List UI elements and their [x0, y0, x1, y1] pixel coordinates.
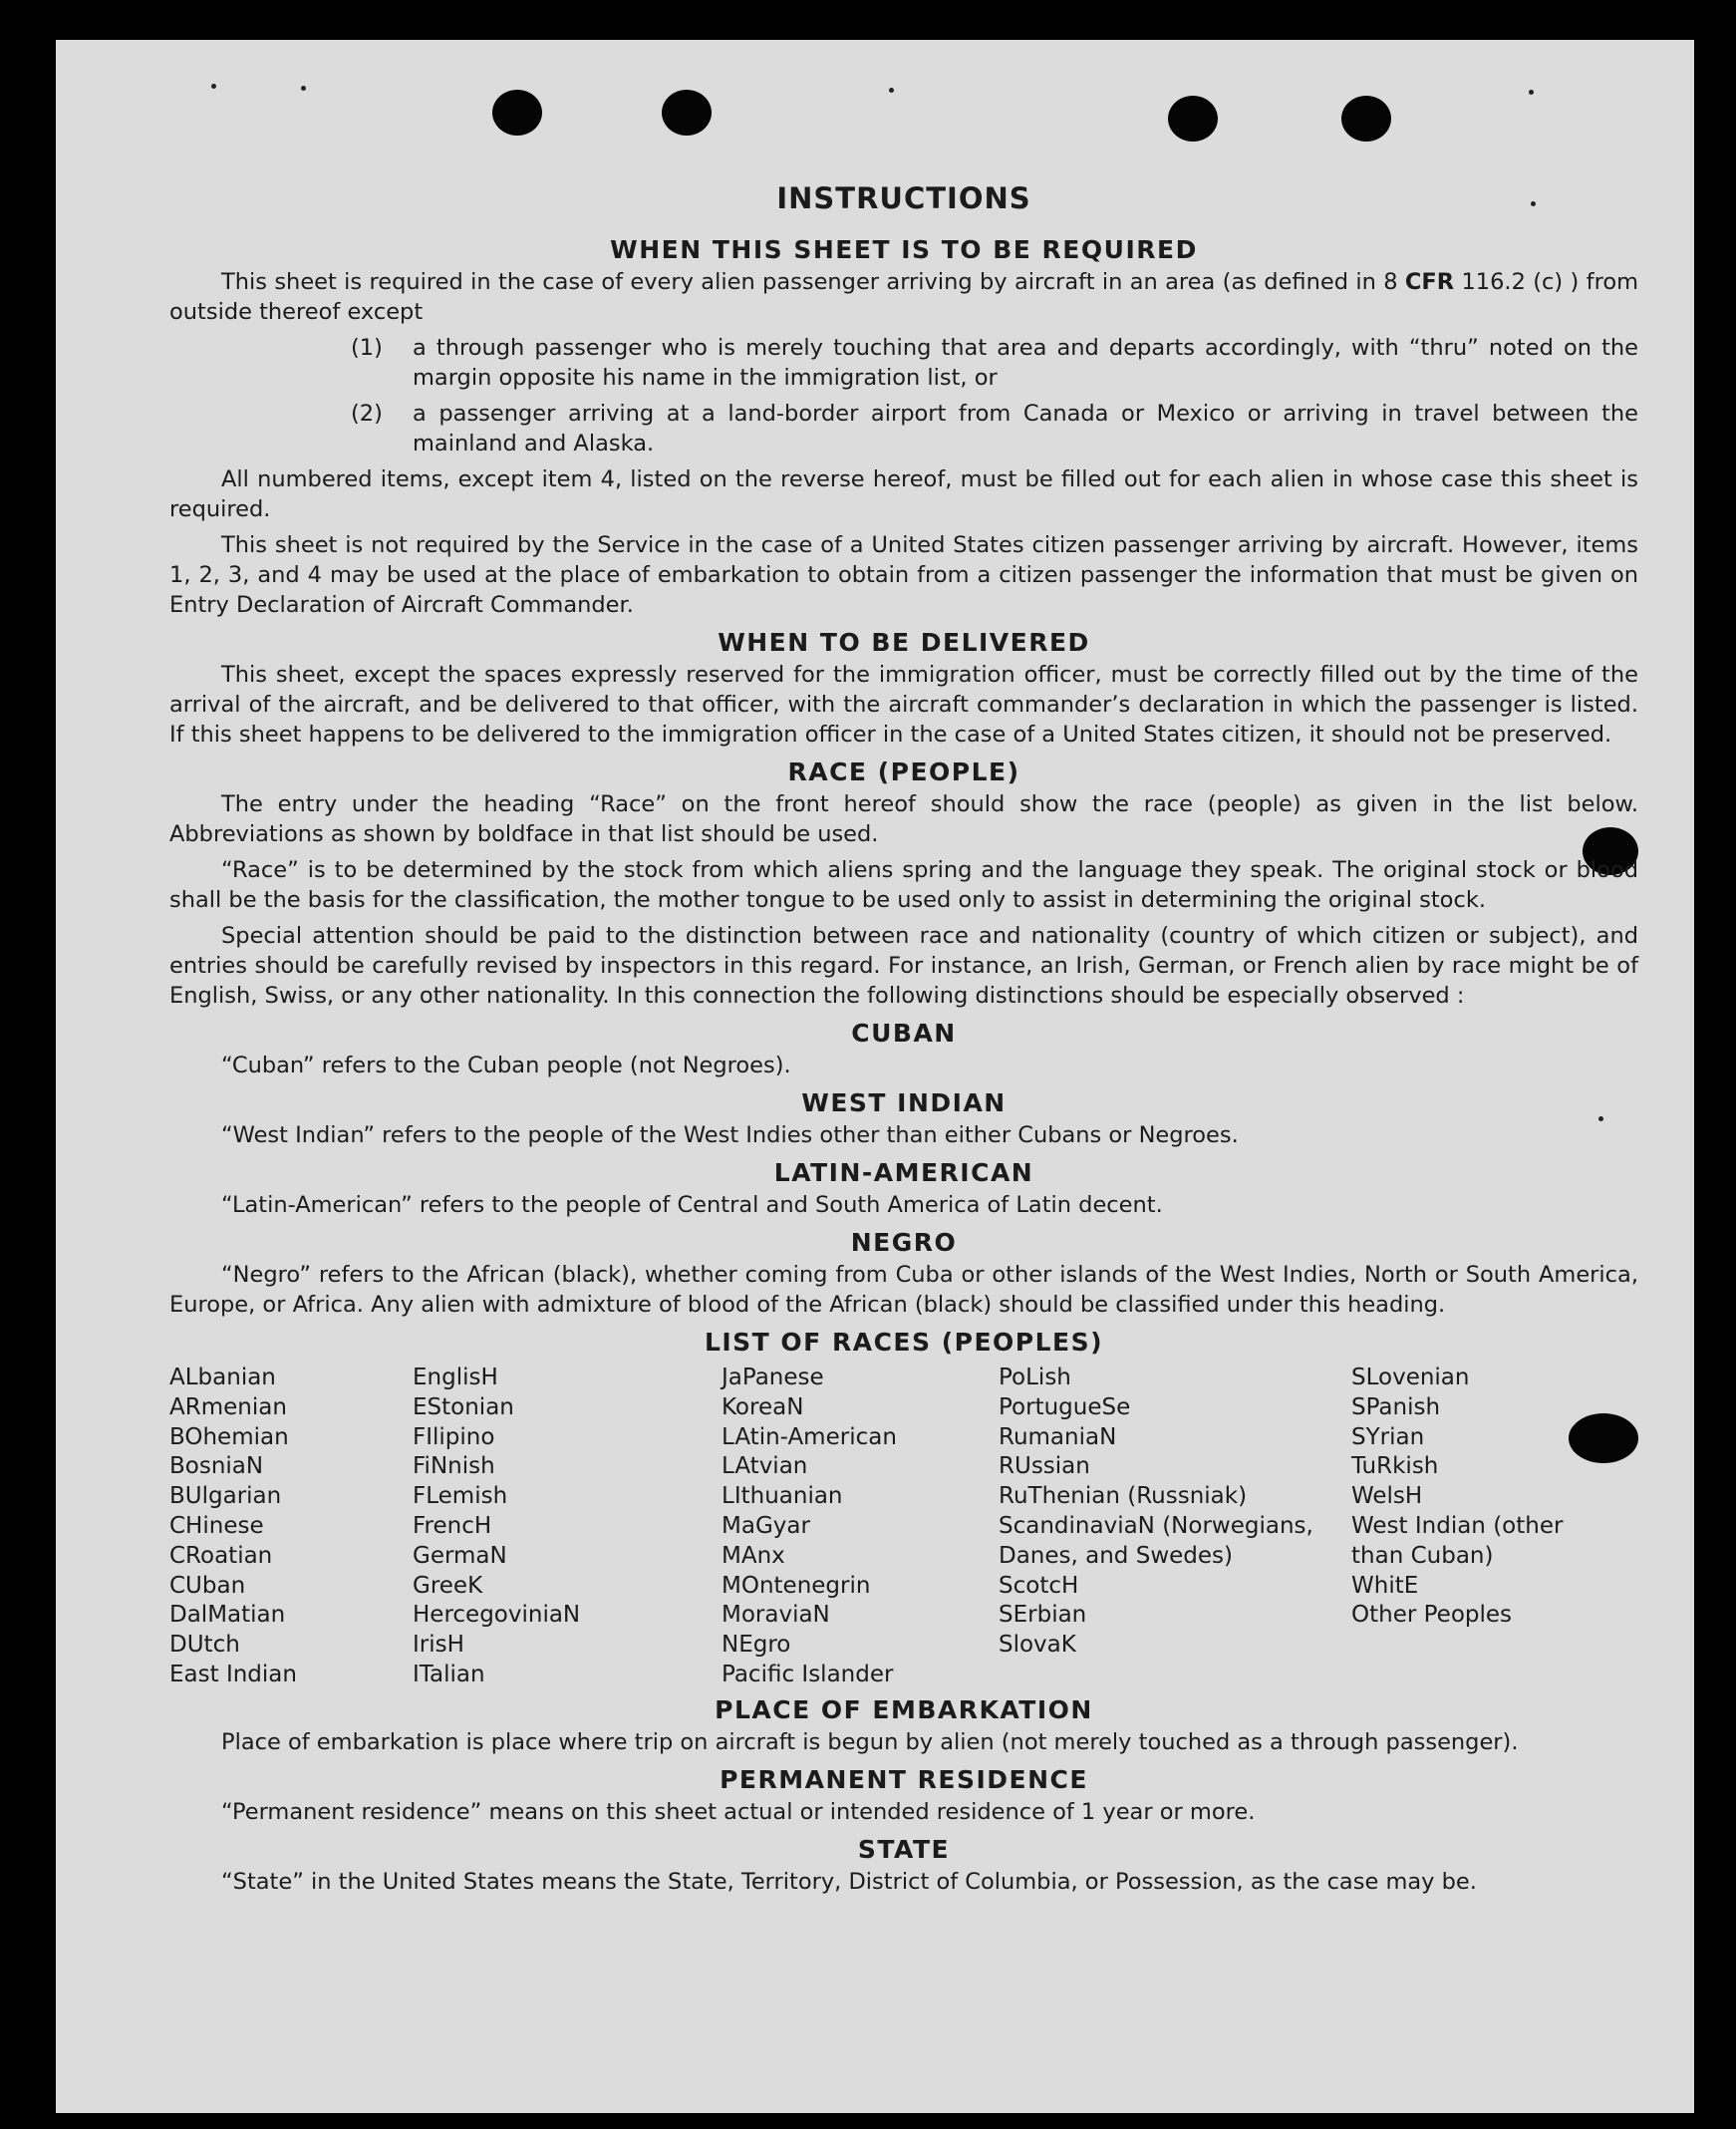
race-item: LIthuanian [722, 1483, 843, 1510]
race-item: FIlipino [413, 1423, 495, 1450]
heading-cuban: CUBAN [851, 1019, 957, 1048]
race-item: GermaN [413, 1542, 507, 1569]
text-required-a: This sheet is required in the case of every alien passenger arriving by aircraft in an area (as defined in 8 [221, 269, 1398, 295]
heading-when-required: WHEN THIS SHEET IS TO BE REQUIRED [610, 235, 1198, 264]
race-item: JaPanese [722, 1365, 824, 1390]
race-item: FiNnish [413, 1453, 495, 1480]
heading-west-indian: WEST INDIAN [801, 1088, 1007, 1117]
punch-hole-1 [492, 90, 542, 136]
race-item: SErbian [999, 1602, 1087, 1629]
race-item: HercegoviniaN [413, 1602, 581, 1629]
race-item: SLovenian [1351, 1365, 1470, 1390]
race-item: MOntenegrin [722, 1572, 871, 1599]
race-item: EStonian [413, 1393, 514, 1420]
heading-permanent-residence: PERMANENT RESIDENCE [720, 1765, 1088, 1794]
race-item: SlovaK [999, 1632, 1076, 1659]
race-item: ScandinaviaN (Norwegians, Danes, and Swedes) [999, 1512, 1313, 1569]
instructions-content [169, 173, 1638, 1903]
race-item: BUlgarian [169, 1483, 282, 1510]
heading-latin-american: LATIN-AMERICAN [773, 1158, 1034, 1187]
paragraph-race-entry: The entry under the heading “Race” on the front hereof should show the race (people) as given in the list below. Abbreviations as shown by boldface in that list should be used. [169, 791, 1638, 847]
heading-state: STATE [857, 1835, 951, 1864]
paragraph-race-nationality: Special attention should be paid to the distinction between race and nationality (country of which citizen or subject), and entries should be carefully revised by inspectors in this regard. For instance, an Irish, German, or French alien by race might be of English, Swiss, or any other nationality. In this connection the following distinctions should be especially observed : [169, 923, 1638, 1009]
heading-negro: NEGRO [850, 1228, 958, 1257]
race-item: KoreaN [722, 1393, 804, 1420]
heading-embarkation: PLACE OF EMBARKATION [715, 1695, 1093, 1724]
punch-hole-4 [1341, 96, 1391, 142]
paragraph-west-indian: “West Indian” refers to the people of the West Indies other than either Cubans or Negroes. [221, 1122, 1239, 1148]
race-item: WelsH [1351, 1483, 1423, 1510]
race-item: LAtin-American [722, 1423, 897, 1450]
race-item: PortugueSe [999, 1393, 1131, 1420]
speck [211, 84, 216, 89]
speck [1529, 90, 1534, 95]
races-column-2 [413, 1364, 652, 1690]
race-item: ITalian [413, 1661, 485, 1687]
race-item: MaGyar [722, 1512, 810, 1539]
exception-item-2 [169, 399, 1638, 458]
item-text: a passenger arriving at a land-border airport from Canada or Mexico or arriving in travel between the mainland and Alaska. [413, 401, 1638, 456]
race-item: MoraviaN [722, 1602, 830, 1629]
text-required-b: 116.2 (c) ) from outside thereof except [169, 269, 1639, 325]
race-item: ALbanian [169, 1365, 276, 1390]
page-title: INSTRUCTIONS [776, 181, 1031, 215]
punch-hole-3 [1168, 96, 1218, 142]
heading-when-delivered: WHEN TO BE DELIVERED [718, 628, 1090, 657]
race-item: West Indian (other than Cuban) [1351, 1512, 1564, 1569]
punch-hole-2 [662, 90, 712, 136]
race-item: EnglisH [413, 1365, 498, 1390]
race-item: DUtch [169, 1632, 240, 1659]
race-item: SPanish [1351, 1393, 1441, 1420]
races-column-1 [169, 1364, 409, 1690]
race-item: East Indian [169, 1661, 297, 1687]
race-item: LAtvian [722, 1453, 808, 1480]
paragraph-citizen: This sheet is not required by the Service in the case of a United States citizen passenger arriving by aircraft. However, items 1, 2, 3, and 4 may be used at the place of embarkation to obtain from a citizen passenger the information that must be given on Entry Declaration of Aircraft Commander. [169, 532, 1638, 618]
races-list [169, 1364, 1638, 1688]
race-item: NEgro [722, 1632, 791, 1659]
race-item: CHinese [169, 1512, 264, 1539]
heading-race: RACE (PEOPLE) [787, 758, 1020, 786]
races-column-3 [722, 1364, 981, 1690]
document-page [56, 40, 1694, 2113]
race-item: MAnx [722, 1542, 785, 1569]
race-item: ScotcH [999, 1572, 1079, 1599]
race-item: RumaniaN [999, 1423, 1117, 1450]
race-item: DalMatian [169, 1602, 286, 1629]
paragraph-required [169, 267, 1638, 327]
race-item: BOhemian [169, 1423, 289, 1450]
text-cfr: CFR [1404, 269, 1455, 295]
race-item: FLemish [413, 1483, 508, 1510]
races-column-5 [1351, 1364, 1640, 1631]
paragraph-latin-american: “Latin-American” refers to the people of Central and South America of Latin decent. [221, 1192, 1163, 1218]
race-item: Pacific Islander [722, 1661, 894, 1687]
paragraph-numbered-items: All numbered items, except item 4, listed on the reverse hereof, must be filled out for each alien in whose case this sheet is required. [169, 466, 1638, 522]
race-item: BosniaN [169, 1453, 264, 1480]
item-number: (1) [351, 335, 383, 361]
paragraph-cuban: “Cuban” refers to the Cuban people (not Negroes). [221, 1053, 791, 1078]
race-item: Other Peoples [1351, 1602, 1513, 1629]
speck [301, 86, 306, 91]
race-item: ARmenian [169, 1393, 287, 1420]
races-column-4 [999, 1364, 1357, 1661]
race-item: GreeK [413, 1572, 483, 1599]
paragraph-permanent-residence: “Permanent residence” means on this sheet actual or intended residence of 1 year or more. [221, 1799, 1256, 1825]
paragraph-race-definition: “Race” is to be determined by the stock from which aliens spring and the language they speak. The original stock or blood shall be the basis for the classification, the mother tongue to be used only to assist in determining the original stock. [169, 857, 1638, 913]
item-text: a through passenger who is merely touching that area and departs accordingly, with “thru” noted on the margin opposite his name in the immigration list, or [413, 335, 1638, 391]
race-item: CUban [169, 1572, 246, 1599]
race-item: RuThenian (Russniak) [999, 1483, 1248, 1510]
exception-item-1 [169, 333, 1638, 393]
race-item: TuRkish [1351, 1453, 1439, 1480]
race-item: SYrian [1351, 1423, 1425, 1450]
race-item: FrencH [413, 1512, 492, 1539]
race-item: IrisH [413, 1632, 464, 1659]
heading-list-of-races: LIST OF RACES (PEOPLES) [704, 1328, 1104, 1357]
speck [889, 88, 894, 93]
paragraph-delivered: This sheet, except the spaces expressly reserved for the immigration officer, must be correctly filled out by the time of the arrival of the aircraft, and be delivered to that officer, with the aircraft commander’s declaration in which the passenger is listed. If this sheet happens to be delivered to the immigration officer in the case of a United States citizen, it should not be preserved. [169, 662, 1638, 748]
paragraph-embarkation: Place of embarkation is place where trip on aircraft is begun by alien (not merely touched as a through passenger). [221, 1729, 1519, 1755]
item-number: (2) [351, 401, 383, 427]
race-item: WhitE [1351, 1572, 1419, 1599]
race-item: PoLish [999, 1365, 1071, 1390]
paragraph-state: “State” in the United States means the State, Territory, District of Columbia, or Possession, as the case may be. [221, 1869, 1477, 1895]
race-item: RUssian [999, 1453, 1090, 1480]
paragraph-negro: “Negro” refers to the African (black), whether coming from Cuba or other islands of the West Indies, North or South America, Europe, or Africa. Any alien with admixture of blood of the African (black) should be classified under this heading. [169, 1262, 1638, 1318]
race-item: CRoatian [169, 1542, 273, 1569]
